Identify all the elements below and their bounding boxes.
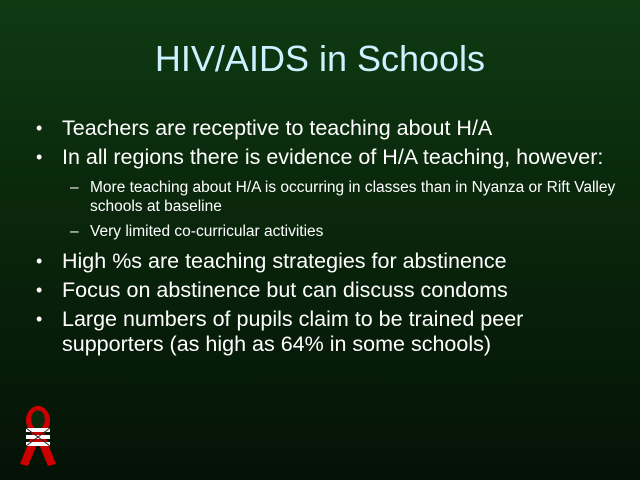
bullet-marker: •	[36, 251, 43, 271]
bullet-text: In all regions there is evidence of H/A teaching, however:	[62, 145, 604, 169]
sub-bullet-text: More teaching about H/A is occurring in classes than in Nyanza or Rift Valley schools at baseline	[90, 179, 616, 215]
sub-bullet-item	[0, 178, 640, 216]
sub-bullet-item	[0, 222, 640, 241]
slide-title: HIV/AIDS in Schools	[154, 38, 486, 79]
sub-bullet-text: Very limited co-curricular activities	[90, 223, 324, 240]
bullet-marker: •	[36, 309, 43, 329]
bullet-item	[0, 116, 640, 141]
bullet-item	[0, 249, 640, 274]
bullet-text: Focus on abstinence but can discuss condoms	[62, 278, 508, 302]
bullet-item	[0, 307, 640, 357]
bullet-item	[0, 145, 640, 170]
bullet-marker: •	[36, 280, 43, 300]
bullet-text: Large numbers of pupils claim to be trained peer supporters (as high as 64% in some schools)	[62, 307, 524, 356]
sub-bullet-marker: –	[70, 179, 79, 196]
bullet-marker: •	[36, 147, 43, 167]
bullet-text: Teachers are receptive to teaching about H/A	[62, 116, 493, 140]
red-ribbon-icon	[14, 404, 62, 468]
bullet-list	[0, 116, 640, 361]
bullet-item	[0, 278, 640, 303]
bullet-text: High %s are teaching strategies for abstinence	[62, 249, 507, 273]
bullet-marker: •	[36, 118, 43, 138]
sub-bullet-marker: –	[70, 223, 79, 240]
